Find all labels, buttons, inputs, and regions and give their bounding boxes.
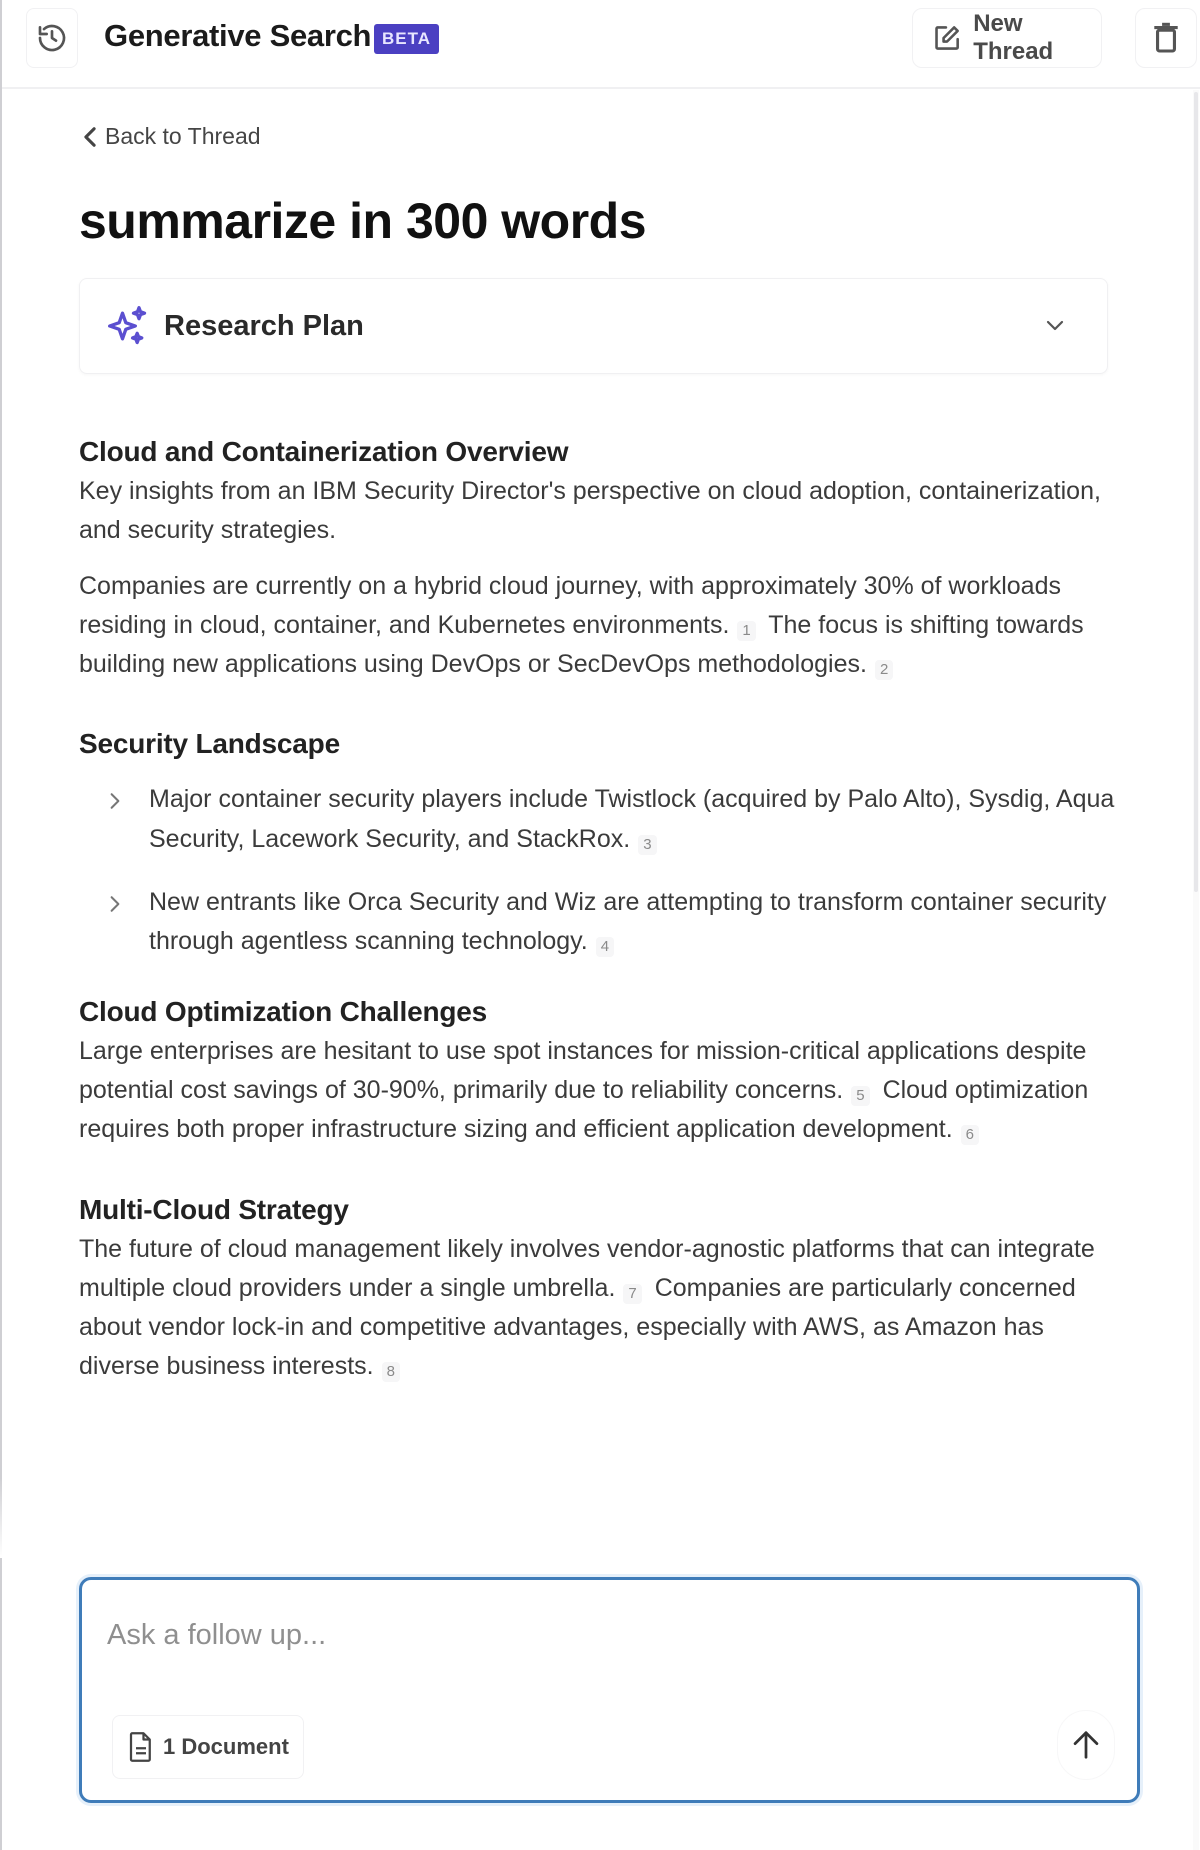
citation-badge[interactable]: 5 [851,1086,869,1106]
page-title: summarize in 300 words [79,193,647,249]
section-heading: Cloud and Containerization Overview [79,436,569,467]
beta-badge: BETA [374,24,439,54]
paragraph-text: Companies are particularly concerned about vendor lock-in and competitive advantages, especially with AWS, as Amazon has diverse business interests. [79,1273,1076,1381]
list-item [79,780,1129,859]
paragraph-text: The future of cloud management likely involves vendor-agnostic platforms that can integrate multiple cloud providers under a single umbrella. [79,1234,1095,1302]
app-title: Generative Search [104,18,372,53]
section-paragraph [79,1230,1129,1387]
scrollbar-thumb[interactable] [1194,92,1198,892]
send-button[interactable] [1057,1710,1115,1780]
answer-content [79,432,1129,1427]
list-item-text: New entrants like Orca Security and Wiz are attempting to transform container security through agentless scanning technology. [149,888,1107,956]
section-heading: Multi-Cloud Strategy [79,1193,349,1225]
history-icon [36,22,68,54]
delete-thread-button[interactable] [1135,8,1197,68]
chevron-right-icon [109,792,121,810]
arrow-up-icon [1072,1730,1100,1760]
edit-square-icon [933,23,961,53]
document-icon [129,1732,153,1762]
paragraph-text: Large enterprises are hesitant to use spot instances for mission-critical applications despite potential cost savings of 30-90%, primarily due to reliability concerns. [79,1036,1087,1104]
back-to-thread-link[interactable] [83,123,261,150]
chevron-down-icon [1043,313,1067,337]
citation-badge[interactable]: 1 [737,621,755,641]
sparkles-icon [106,304,150,348]
section-paragraph: Key insights from an IBM Security Director's perspective on cloud adoption, containerization, and security strategies. [79,477,1101,545]
new-thread-label: New Thread [973,10,1054,65]
back-label: Back to Thread [105,123,261,149]
window-left-border [0,0,2,1850]
citation-badge[interactable]: 3 [638,835,656,855]
follow-up-input[interactable] [107,1610,1107,1660]
section-heading: Cloud Optimization Challenges [79,995,487,1027]
research-plan-label: Research Plan [164,309,364,342]
answer-section [79,724,1129,961]
research-plan-toggle[interactable] [79,278,1108,374]
documents-chip[interactable] [112,1715,304,1779]
history-button[interactable] [26,8,78,68]
trash-icon [1153,22,1179,54]
chevron-right-icon [109,895,121,913]
app-header [2,0,1200,89]
bullet-list [79,780,1129,961]
citation-badge[interactable]: 6 [961,1125,979,1145]
answer-section [79,432,1129,684]
scroll-fade-overlay [0,1478,1190,1558]
citation-badge[interactable]: 4 [596,937,614,957]
chevron-left-icon [83,126,97,148]
list-item [79,883,1129,962]
citation-badge[interactable]: 2 [875,660,893,680]
list-item-text: Major container security players include Twistlock (acquired by Palo Alto), Sysdig, Aqua Security, Lacework Security, and StackRox. [149,785,1115,853]
paragraph-text: Cloud optimization requires both proper infrastructure sizing and efficient application development. [79,1075,1089,1144]
new-thread-button[interactable] [912,8,1102,68]
citation-badge[interactable]: 8 [382,1362,400,1382]
paragraph-text: The focus is shifting towards building new applications using DevOps or SecDevOps methodologies. [79,610,1084,679]
follow-up-composer [79,1577,1140,1803]
section-paragraph [79,567,1129,685]
section-heading: Security Landscape [79,728,340,760]
answer-section [79,992,1129,1150]
documents-chip-label: 1 Document [163,1734,289,1759]
citation-badge[interactable]: 7 [623,1284,641,1304]
answer-section [79,1190,1129,1387]
section-paragraph [79,1032,1129,1150]
paragraph-text: Companies are currently on a hybrid cloud journey, with approximately 30% of workloads residing in cloud, container, and Kubernetes environments. [79,571,1061,639]
